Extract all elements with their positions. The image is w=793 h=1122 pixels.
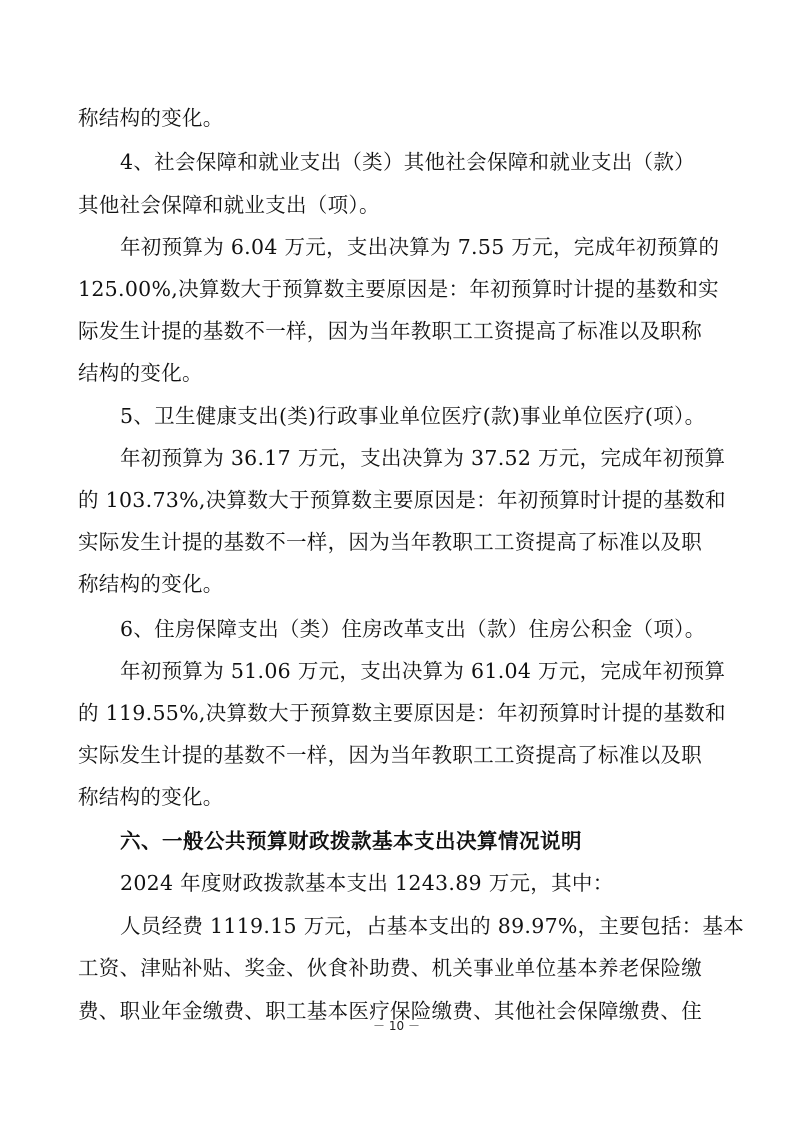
text-line: 的 119.55%,决算数大于预算数主要原因是：年初预算时计提的基数和 [78,701,726,725]
text-line: 125.00%,决算数大于预算数主要原因是：年初预算时计提的基数和实 [78,277,719,301]
text-line: 称结构的变化。 [78,572,224,596]
text-line: 称结构的变化。 [78,106,224,130]
text-line: 结构的变化。 [78,361,203,385]
section-heading-6: 六、一般公共预算财政拨款基本支出决算情况说明 [120,829,582,853]
text-line: 工资、津贴补贴、奖金、伙食补助费、机关事业单位基本养老保险缴 [78,956,702,980]
text-line: 的 103.73%,决算数大于预算数主要原因是：年初预算时计提的基数和 [78,488,726,512]
text-line: 人员经费 1119.15 万元，占基本支出的 89.97%，主要包括：基本 [120,914,745,938]
text-line: 际发生计提的基数不一样，因为当年教职工工资提高了标准以及职称 [78,319,702,343]
text-line: 其他社会保障和就业支出（项）。 [78,193,380,217]
section-item-4: 4、社会保障和就业支出（类）其他社会保障和就业支出（款） [120,150,695,174]
text-line: 称结构的变化。 [78,785,224,809]
text-line: 实际发生计提的基数不一样，因为当年教职工工资提高了标准以及职 [78,530,702,554]
page-number: － 10 － [373,1019,420,1033]
section-item-5: 5、卫生健康支出(类)行政事业单位医疗(款)事业单位医疗(项）。 [120,404,706,428]
section-item-6: 6、住房保障支出（类）住房改革支出（款）住房公积金（项）。 [120,617,706,641]
text-line: 实际发生计提的基数不一样，因为当年教职工工资提高了标准以及职 [78,743,702,767]
text-line: 年初预算为 51.06 万元，支出决算为 61.04 万元，完成年初预算 [120,659,726,683]
text-line: 年初预算为 6.04 万元，支出决算为 7.55 万元，完成年初预算的 [120,235,720,259]
text-line: 费、职业年金缴费、职工基本医疗保险缴费、其他社会保障缴费、住 [78,999,702,1023]
text-line: 2024 年度财政拨款基本支出 1243.89 万元，其中： [120,871,614,895]
text-line: 年初预算为 36.17 万元，支出决算为 37.52 万元，完成年初预算 [120,446,726,470]
